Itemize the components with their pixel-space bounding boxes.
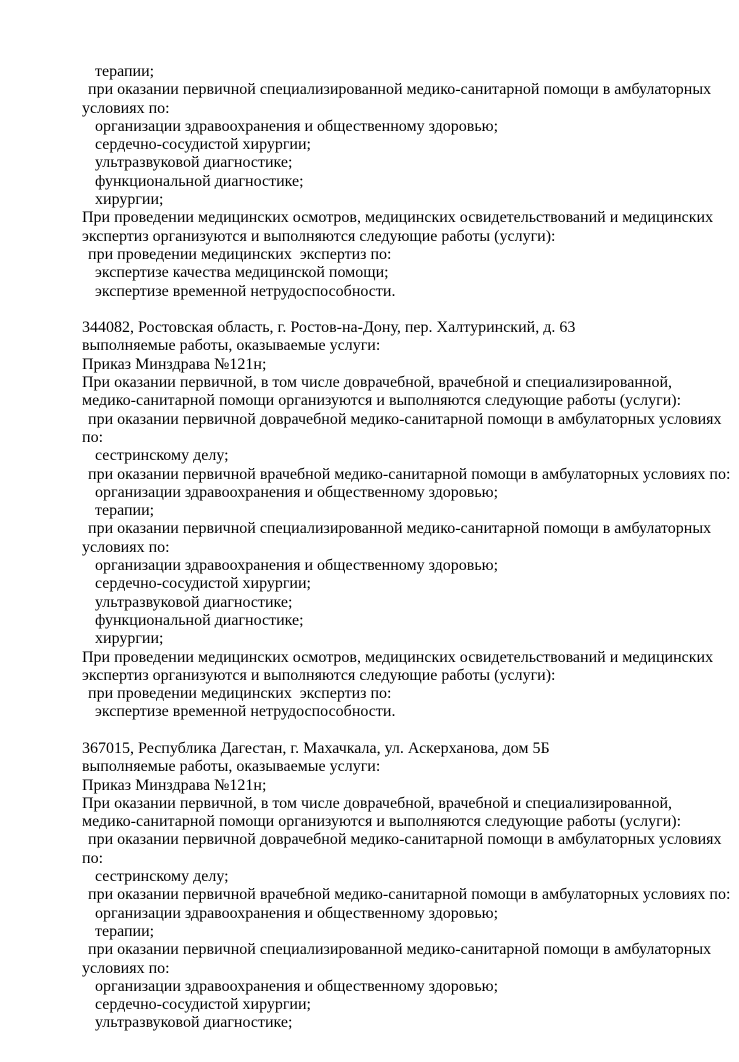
text-line: экспертизе временной нетрудоспособности. <box>95 703 396 721</box>
text-line: условиях по: <box>82 959 170 977</box>
text-line: терапии; <box>95 502 155 520</box>
text-line: сердечно-сосудистой хирургии; <box>95 575 311 593</box>
text-line: при оказании первичной специализированной медико-санитарной помощи в амбулаторных <box>88 520 712 538</box>
text-line: 344082, Ростовская область, г. Ростов-на-Дону, пер. Халтуринский, д. 63 <box>82 319 576 337</box>
text-line: медико-санитарной помощи организуются и выполняются следующие работы (услуги): <box>82 813 682 831</box>
text-line: ультразвуковой диагностике; <box>95 1014 293 1032</box>
text-line: при оказании первичной доврачебной медико-санитарной помощи в амбулаторных условиях <box>88 410 722 428</box>
text-line: экспертизе временной нетрудоспособности. <box>95 282 396 300</box>
text-line: при оказании первичной врачебной медико-санитарной помощи в амбулаторных условиях по: <box>88 886 731 904</box>
text-line: сердечно-сосудистой хирургии; <box>95 136 311 154</box>
text-line: организации здравоохранения и общественному здоровью; <box>95 977 499 995</box>
text-line: терапии; <box>95 922 155 940</box>
text-line: условиях по: <box>82 538 170 556</box>
text-line: ультразвуковой диагностике; <box>95 154 293 172</box>
text-line: организации здравоохранения и общественному здоровью; <box>95 557 499 575</box>
text-line: при оказании первичной специализированной медико-санитарной помощи в амбулаторных <box>88 81 712 99</box>
text-line: 367015, Республика Дагестан, г. Махачкала, ул. Аскерханова, дом 5Б <box>82 739 550 757</box>
text-line: организации здравоохранения и общественному здоровью; <box>95 904 499 922</box>
text-line: терапии; <box>95 63 155 80</box>
text-line: сестринскому делу; <box>95 447 229 465</box>
blank-line <box>82 301 693 319</box>
text-line: экспертизе качества медицинской помощи; <box>95 264 389 282</box>
text-line: экспертиз организуются и выполняются следующие работы (услуги): <box>82 666 556 684</box>
text-line: сердечно-сосудистой хирургии; <box>95 996 311 1014</box>
text-line: выполняемые работы, оказываемые услуги: <box>82 758 381 776</box>
text-line: при проведении медицинских экспертиз по: <box>88 685 392 703</box>
text-line: по: <box>82 428 104 446</box>
text-line: по: <box>82 849 104 867</box>
text-line: медико-санитарной помощи организуются и выполняются следующие работы (услуги): <box>82 392 682 410</box>
blank-line <box>82 722 693 740</box>
text-line: при оказании первичной доврачебной медико-санитарной помощи в амбулаторных условиях <box>88 831 722 849</box>
text-line: При оказании первичной, в том числе доврачебной, врачебной и специализированной, <box>82 374 673 392</box>
text-line: сестринскому делу; <box>95 868 229 886</box>
text-line: при оказании первичной врачебной медико-санитарной помощи в амбулаторных условиях по: <box>88 465 731 483</box>
text-line: экспертиз организуются и выполняются следующие работы (услуги): <box>82 227 556 245</box>
text-line: При проведении медицинских осмотров, медицинских освидетельствований и медицинских <box>82 648 714 666</box>
text-line: условиях по: <box>82 99 170 117</box>
text-line: функциональной диагностике; <box>95 172 304 190</box>
text-line: хирургии; <box>95 630 164 648</box>
text-line: Приказ Минздрава №121н; <box>82 355 267 373</box>
text-line: выполняемые работы, оказываемые услуги: <box>82 337 381 355</box>
text-line: при оказании первичной специализированной медико-санитарной помощи в амбулаторных <box>88 941 712 959</box>
text-line: При проведении медицинских осмотров, медицинских освидетельствований и медицинских <box>82 209 714 227</box>
text-line: ультразвуковой диагностике; <box>95 593 293 611</box>
text-line: хирургии; <box>95 191 164 209</box>
text-line: функциональной диагностике; <box>95 611 304 629</box>
document-text <box>82 63 731 1033</box>
text-line: При оказании первичной, в том числе доврачебной, врачебной и специализированной, <box>82 794 673 812</box>
text-line: организации здравоохранения и общественному здоровью; <box>95 117 499 135</box>
text-line: организации здравоохранения и общественному здоровью; <box>95 483 499 501</box>
text-line: Приказ Минздрава №121н; <box>82 776 267 794</box>
text-line: при проведении медицинских экспертиз по: <box>88 245 392 263</box>
